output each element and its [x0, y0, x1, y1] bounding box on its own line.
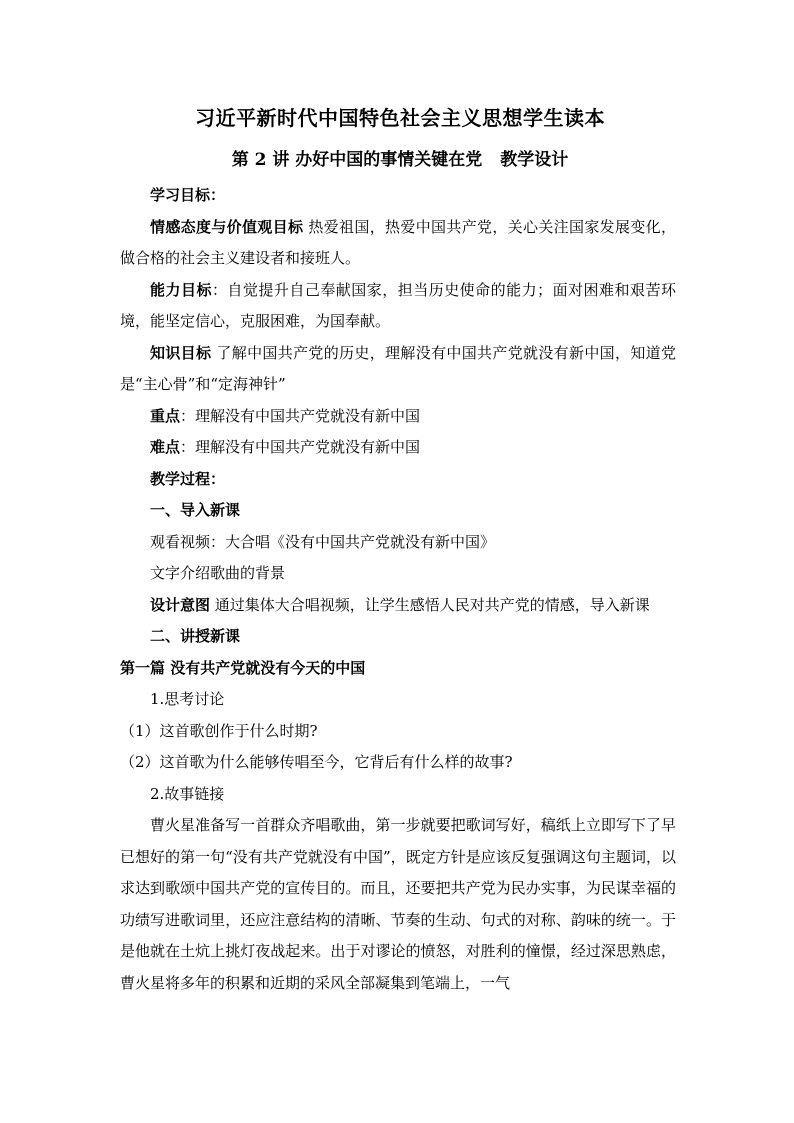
emotion-objective	[120, 212, 676, 275]
knowledge-objective-label: 知识目标	[150, 343, 212, 362]
discussion-heading: 1.思考讨论	[150, 690, 225, 708]
emotion-objective-text: 热爱祖国，热爱中国共产党，关心关注国家发展变化，做合格的社会主义建设者和接班人。	[120, 217, 676, 267]
objectives-heading: 学习目标：	[150, 186, 226, 204]
ability-objective-text: ：自觉提升自己奉献国家，担当历史使命的能力；面对困难和艰苦环境，能坚定信心，克服困难，为国奉献。	[120, 280, 676, 330]
difficulty-point-label: 难点	[150, 438, 181, 456]
ability-objective-label: 能力目标	[150, 280, 212, 299]
ability-objective	[120, 275, 676, 338]
section2-heading: 二、讲授新课	[150, 627, 241, 645]
design-intent-text: 通过集体大合唱视频，让学生感悟人民对共产党的情感，导入新课	[210, 595, 650, 614]
document-subtitle	[120, 145, 680, 170]
difficulty-point-text: ：理解没有中国共产党就没有新中国	[180, 438, 421, 456]
knowledge-objective	[120, 338, 676, 401]
document-body	[120, 180, 676, 999]
document-title: 习近平新时代中国特色社会主义思想学生读本	[195, 106, 605, 130]
subtitle-tag: 教学设计	[500, 150, 569, 170]
section1-heading: 一、导入新课	[150, 501, 241, 519]
knowledge-objective-text: 了解中国共产党的历史，理解没有中国共产党就没有新中国，知道党是“主心骨”和“定海神针”	[120, 343, 676, 393]
intro-line: 文字介绍歌曲的背景	[150, 564, 286, 582]
process-heading: 教学过程：	[150, 469, 226, 488]
emotion-objective-label: 情感态度与价值观目标	[150, 217, 304, 236]
key-point-text: ：理解没有中国共产党就没有新中国	[180, 406, 421, 425]
key-point	[120, 401, 676, 433]
subtitle-text: 第 2 讲 办好中国的事情关键在党	[231, 150, 483, 170]
design-intent-label: 设计意图	[150, 595, 211, 614]
key-point-label: 重点	[150, 406, 181, 425]
story-heading: 2.故事链接	[150, 784, 225, 803]
difficulty-point	[120, 432, 676, 464]
question-1: （1）这首歌创作于什么时期?	[120, 721, 318, 740]
part1-heading: 第一篇 没有共产党就没有今天的中国	[120, 658, 366, 677]
design-intent	[120, 590, 676, 622]
question-2: （2）这首歌为什么能够传唱至今，它背后有什么样的故事?	[120, 753, 513, 771]
story-text: 曹火星准备写一首群众齐唱歌曲，第一步就要把歌词写好，稿纸上立即写下了早已想好的第一句“没有共产党就没有中国”，既定方针是应该反复强调这句主题词，以求达到歌颂中国共产党的宣传目的。而且，还要把共产党为民办实事，为民谋幸福的功绩写进歌词里，还应注意结构的清晰、节奏的生动、句式的对称、韵味的统一。于是他就在土炕上挑灯夜战起来。出于对谬论的愤怒，对胜利的憧憬，经过深思熟虑，曹火星将多年的积累和近期的采风全部凝集到笔端上，一气	[120, 816, 676, 992]
video-line: 观看视频：大合唱《没有中国共产党就没有新中国》	[150, 532, 496, 551]
